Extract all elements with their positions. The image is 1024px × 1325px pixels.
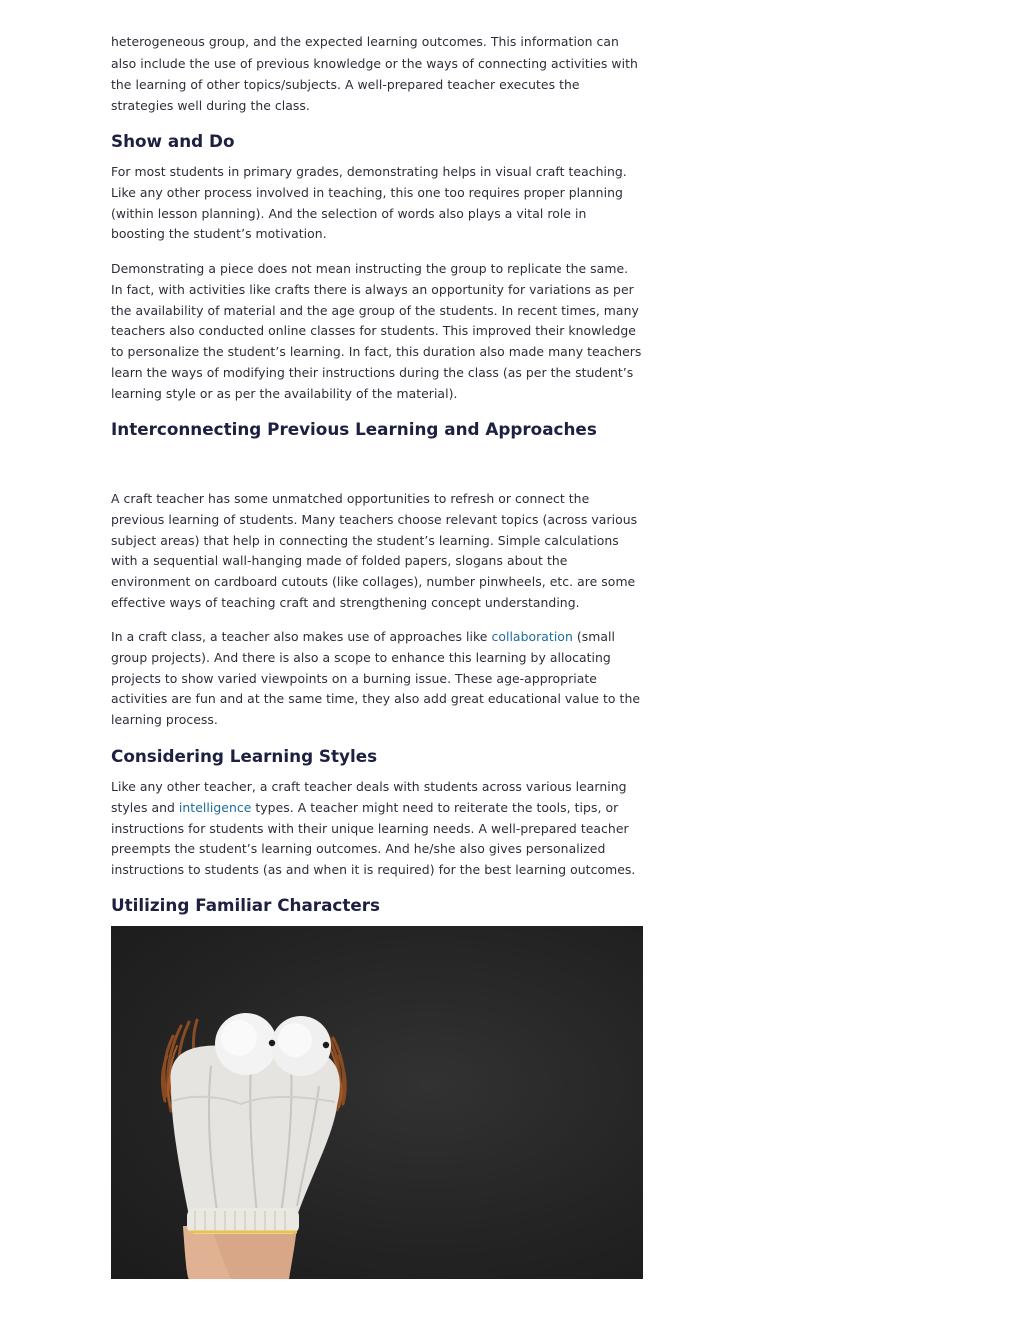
- intro-line: also include the use of previous knowledge or the ways of connecting activities with: [111, 56, 638, 71]
- paragraph-with-link: [111, 777, 643, 881]
- paragraph-with-link: [111, 627, 643, 731]
- sock-puppet-photo: [111, 926, 643, 1279]
- text-segment: (small group projects). And there is also a scope to enhance this learning by allocating projects to show varied viewpoints on a burning issue. These age-appropriate activities are fun and at the same time, they also add great educational value to the learning process.: [111, 629, 641, 728]
- paragraph: For most students in primary grades, demonstrating helps in visual craft teaching. Like any other process involved in teaching, this one too requires proper planning (within lesson planning). And the selection of words also plays a vital role in boosting the student’s motivation.: [111, 164, 627, 242]
- intro-line: the learning of other topics/subjects. A well-prepared teacher executes the: [111, 77, 580, 92]
- intelligence-link[interactable]: intelligence: [178, 799, 252, 815]
- section-heading-learning-styles: Considering Learning Styles: [111, 746, 378, 766]
- section-heading-show-and-do: Show and Do: [111, 131, 235, 151]
- section-heading-interconnecting: Interconnecting Previous Learning and Approaches: [111, 419, 597, 439]
- intro-line: heterogeneous group, and the expected learning outcomes. This information can: [111, 34, 619, 49]
- paragraph: A craft teacher has some unmatched opportunities to refresh or connect the previous learning of students. Many teachers choose relevant topics (across various subject areas) that help in connecting the student’s learning. Simple calculations with a sequential wall-hanging made of folded papers, slogans about the environment on cardboard cutouts (like collages), number pinwheels, etc. are some effective ways of teaching craft and strengthening concept understanding.: [111, 491, 638, 610]
- paragraph: Demonstrating a piece does not mean instructing the group to replicate the same. In fact, with activities like crafts there is always an opportunity for variations as per the availability of material and the age group of the students. In recent times, many teachers also conducted online classes for students. This improved their knowledge to personalize the student’s learning. In fact, this duration also made many teachers learn the ways of modifying their instructions during the class (as per the student’s learning style or as per the availability of the material).: [111, 261, 642, 401]
- text-segment: types. A teacher might need to reiterate the tools, tips, or instructions for students with their unique learning needs. A well-prepared teacher preempts the student’s learning outcomes. And he/she also gives personalized instructions to students (as and when it is required) for the best learning outcomes.: [111, 799, 636, 878]
- text-segment: Like any other teacher, a craft teacher deals with students across various learning styles and: [111, 779, 627, 815]
- intro-partial-paragraph: [111, 0, 643, 116]
- collaboration-link[interactable]: collaboration: [491, 629, 573, 644]
- section-heading-familiar-characters: Utilizing Familiar Characters: [111, 895, 381, 915]
- sock-puppet-illustration: [111, 926, 643, 1279]
- intro-line: strategies well during the class.: [111, 98, 310, 113]
- text-segment: In a craft class, a teacher also makes use of approaches like: [111, 629, 492, 644]
